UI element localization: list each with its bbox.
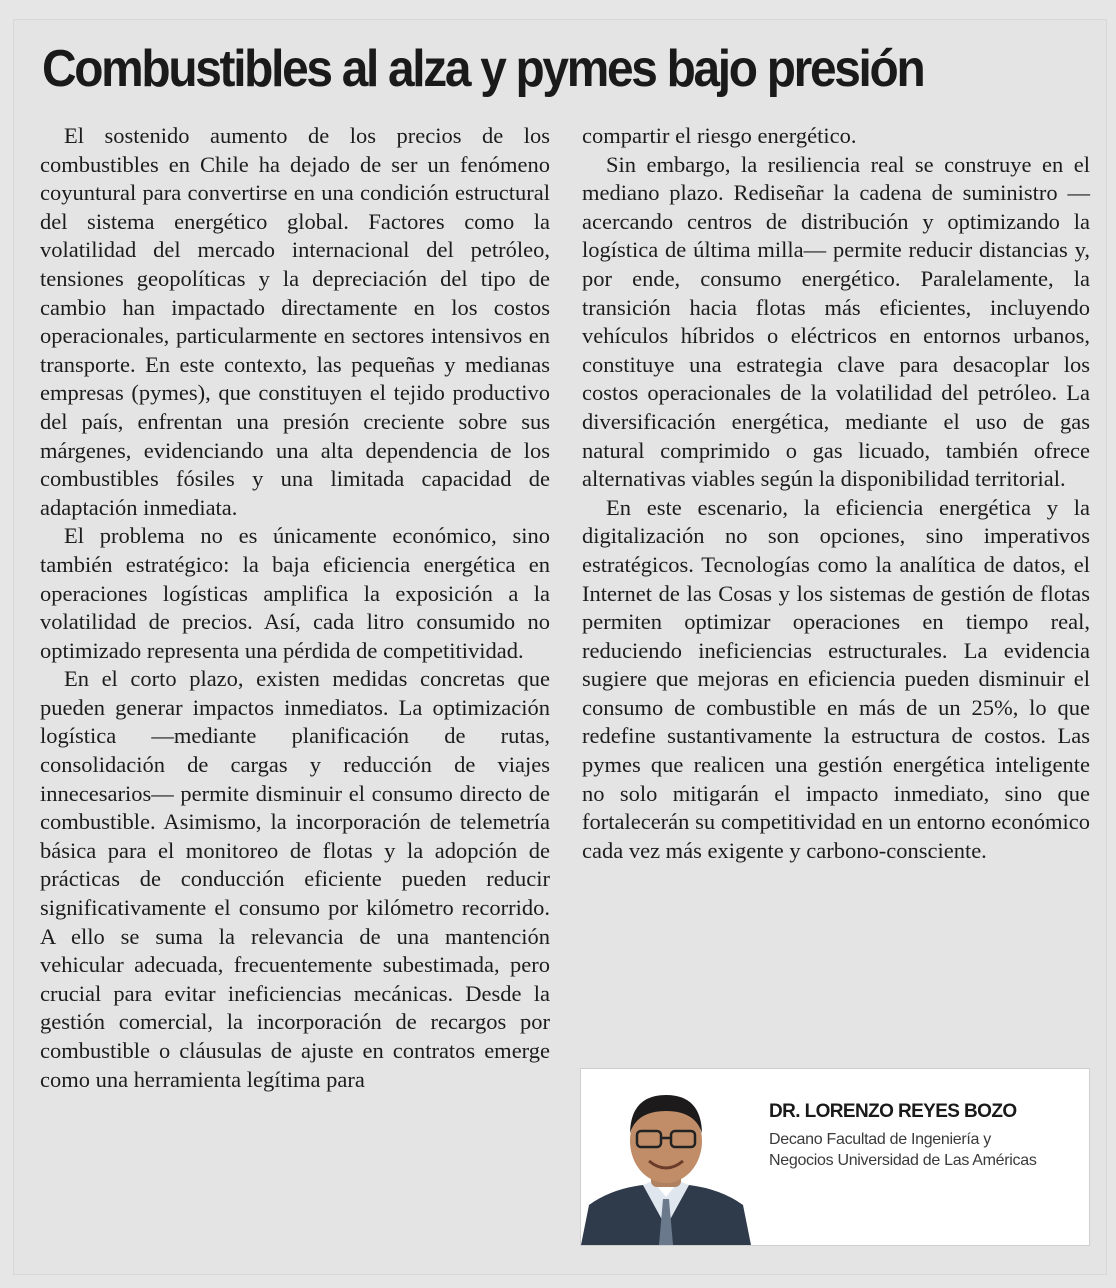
- paragraph-3: En el corto plazo, existen medidas concretas que pueden generar impactos inmediatos. La optimización logística —mediante planificación de rutas, consolidación de cargas y reducción de viajes innecesarios— permite disminuir el consumo directo de combustible. Asimismo, la incorporación de telemetría básica para el monitoreo de flotas y la adopción de prácticas de conducción eficiente pueden reducir significativamente el consumo por kilómetro recorrido. A ello se suma la relevancia de una mantención vehicular adecuada, frecuentemente subestimada, pero crucial para evitar ineficiencias mecánicas. Desde la gestión comercial, la incorporación de recargos por combustible o cláusulas de ajuste en contratos emerge como una herramienta legítima para: [40, 666, 550, 1092]
- author-role: Decano Facultad de Ingeniería y Negocios Universidad de Las Américas: [769, 1131, 1037, 1169]
- paragraph-5: En este escenario, la eficiencia energética y la digitalización no son opciones, sino imperativos estratégicos. Tecnologías como la analítica de datos, el Internet de las Cosas y los sistemas de gestión de flotas permiten optimizar operaciones en tiempo real, reduciendo ineficiencias estructurales. La evidencia sugiere que mejoras en eficiencia pueden disminuir el consumo de combustible en más de un 25%, lo que redefine sustantivamente la estructura de costos. Las pymes que realicen una gestión energética inteligente no solo mitigarán el impacto inmediato, sino que fortalecerán su competitividad en un entorno económico cada vez más exigente y carbono-consciente.: [582, 494, 1090, 863]
- article-headline: Combustibles al alza y pymes bajo presión: [42, 40, 924, 98]
- author-portrait-image: [581, 1077, 751, 1245]
- paragraph-2: El problema no es únicamente económico, sino también estratégico: la baja eficiencia energética en operaciones logísticas amplifica la exposición a la volatilidad de precios. Así, cada litro consumido no optimizado representa una pérdida de competitividad.: [40, 523, 550, 663]
- author-name: DR. LORENZO REYES BOZO: [769, 1101, 1017, 1122]
- article-column-right: [582, 122, 1090, 865]
- newspaper-clipping: [14, 20, 1106, 1274]
- author-photo: [581, 1077, 751, 1245]
- paragraph-1: El sostenido aumento de los precios de los combustibles en Chile ha dejado de ser un fenómeno coyuntural para convertirse en una condición estructural del sistema energético global. Factores como la volatilidad del mercado internacional del petróleo, tensiones geopolíticas y la depreciación del tipo de cambio han impactado directamente en los costos operacionales, particularmente en sectores intensivos en transporte. En este contexto, las pequeñas y medianas empresas (pymes), que constituyen el tejido productivo del país, enfrentan una presión creciente sobre sus márgenes, evidenciando una alta dependencia de los combustibles fósiles y una limitada capacidad de adaptación inmediata.: [40, 123, 550, 520]
- paragraph-3-continued: compartir el riesgo energético.: [582, 123, 857, 148]
- author-box: [580, 1068, 1090, 1246]
- paragraph-4: Sin embargo, la resiliencia real se construye en el mediano plazo. Rediseñar la cadena de suministro —acercando centros de distribución y optimizando la logística de última milla— permite reducir distancias y, por ende, consumo energético. Paralelamente, la transición hacia flotas más eficientes, incluyendo vehículos híbridos o eléctricos en entornos urbanos, constituye una estrategia clave para desacoplar los costos operacionales de la volatilidad del petróleo. La diversificación energética, mediante el uso de gas natural comprimido o gas licuado, también ofrece alternativas viables según la disponibilidad territorial.: [582, 151, 1090, 492]
- article-column-left: [40, 122, 550, 1094]
